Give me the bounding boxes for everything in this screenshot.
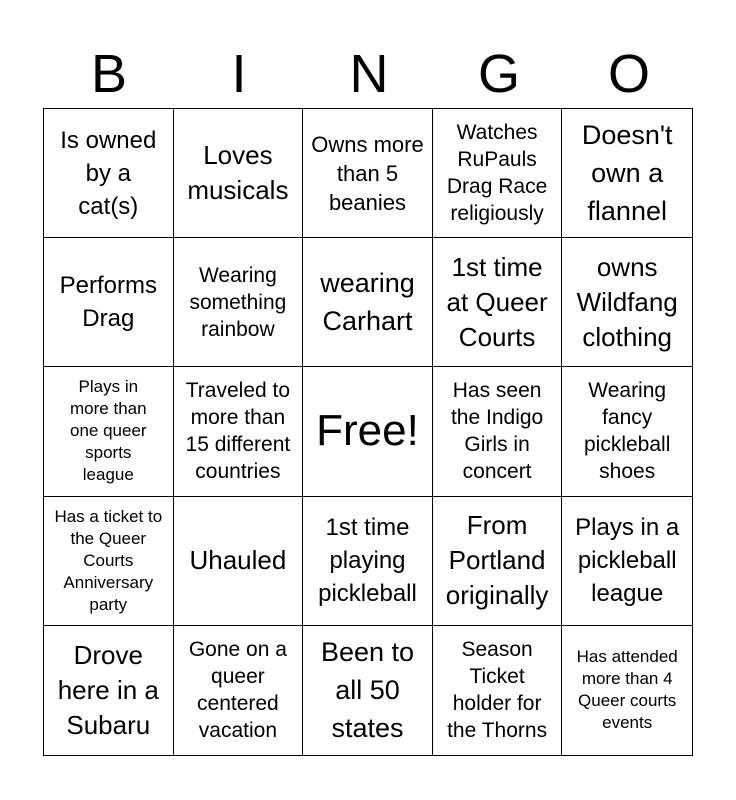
cell-text: 1st time at Queer Courts — [446, 251, 548, 352]
cell-text: Wearing fancy pickleball shoes — [583, 379, 671, 484]
cell-text: Plays in more than one queer sports league — [70, 377, 147, 485]
bingo-cell[interactable] — [174, 238, 304, 367]
bingo-cell[interactable] — [562, 626, 692, 755]
bingo-cell[interactable] — [562, 238, 692, 367]
bingo-cell[interactable] — [44, 109, 174, 238]
cell-text: Season Ticket holder for the Thorns — [447, 638, 548, 743]
cell-text: Has a ticket to the Queer Courts Anniversary party — [54, 506, 163, 614]
cell-text: Been to all 50 states — [320, 637, 415, 744]
bingo-cell[interactable] — [303, 497, 433, 626]
cell-text: Uhauled — [189, 545, 287, 576]
cell-text: 1st time playing pickleball — [318, 514, 417, 608]
cell-text: Has seen the Indigo Girls in concert — [450, 379, 544, 484]
cell-text: Wearing something rainbow — [189, 263, 287, 341]
bingo-cell[interactable] — [174, 109, 304, 238]
bingo-cell[interactable] — [562, 497, 692, 626]
cell-text: Plays in a pickleball league — [575, 514, 680, 608]
cell-text: owns Wildfang clothing — [576, 251, 678, 352]
bingo-grid — [43, 108, 693, 756]
header-letter-n: N — [349, 44, 389, 104]
cell-text: Doesn't own a flannel — [581, 120, 673, 227]
cell-text: Is owned by a cat(s) — [60, 126, 157, 220]
cell-text: wearing Carhart — [320, 268, 415, 337]
cell-text: Performs Drag — [59, 272, 157, 333]
bingo-cell[interactable] — [562, 109, 692, 238]
cell-text: From Portland originally — [445, 510, 549, 611]
free-space[interactable] — [303, 367, 433, 496]
cell-text: Owns more than 5 beanies — [311, 131, 424, 215]
cell-text: Drove here in a Subaru — [57, 639, 159, 740]
bingo-cell[interactable] — [433, 626, 563, 755]
bingo-cell[interactable] — [433, 109, 563, 238]
cell-text: Gone on a queer centered vacation — [188, 638, 287, 743]
bingo-cell[interactable] — [303, 109, 433, 238]
bingo-cell[interactable] — [44, 238, 174, 367]
cell-text: Traveled to more than 15 different countries — [185, 379, 291, 484]
header-letter-i: I — [231, 44, 247, 104]
header-letter-g: G — [477, 44, 520, 104]
bingo-cell[interactable] — [433, 497, 563, 626]
bingo-cell[interactable] — [433, 367, 563, 496]
bingo-cell[interactable] — [174, 367, 304, 496]
cell-text: Loves musicals — [187, 140, 289, 206]
cell-text: Watches RuPauls Drag Race religiously — [446, 121, 548, 226]
bingo-cell[interactable] — [174, 497, 304, 626]
bingo-cell[interactable] — [303, 238, 433, 367]
bingo-cell[interactable] — [433, 238, 563, 367]
bingo-header — [44, 40, 694, 108]
bingo-cell[interactable] — [44, 497, 174, 626]
cell-text: Has attended more than 4 Queer courts events — [576, 647, 678, 733]
bingo-cell[interactable] — [174, 626, 304, 755]
bingo-cell[interactable] — [44, 367, 174, 496]
bingo-cell[interactable] — [44, 626, 174, 755]
header-letter-b: B — [90, 44, 128, 104]
bingo-cell[interactable] — [562, 367, 692, 496]
bingo-cell[interactable] — [303, 626, 433, 755]
header-letter-o: O — [607, 44, 650, 104]
free-space-text: Free! — [316, 406, 419, 456]
